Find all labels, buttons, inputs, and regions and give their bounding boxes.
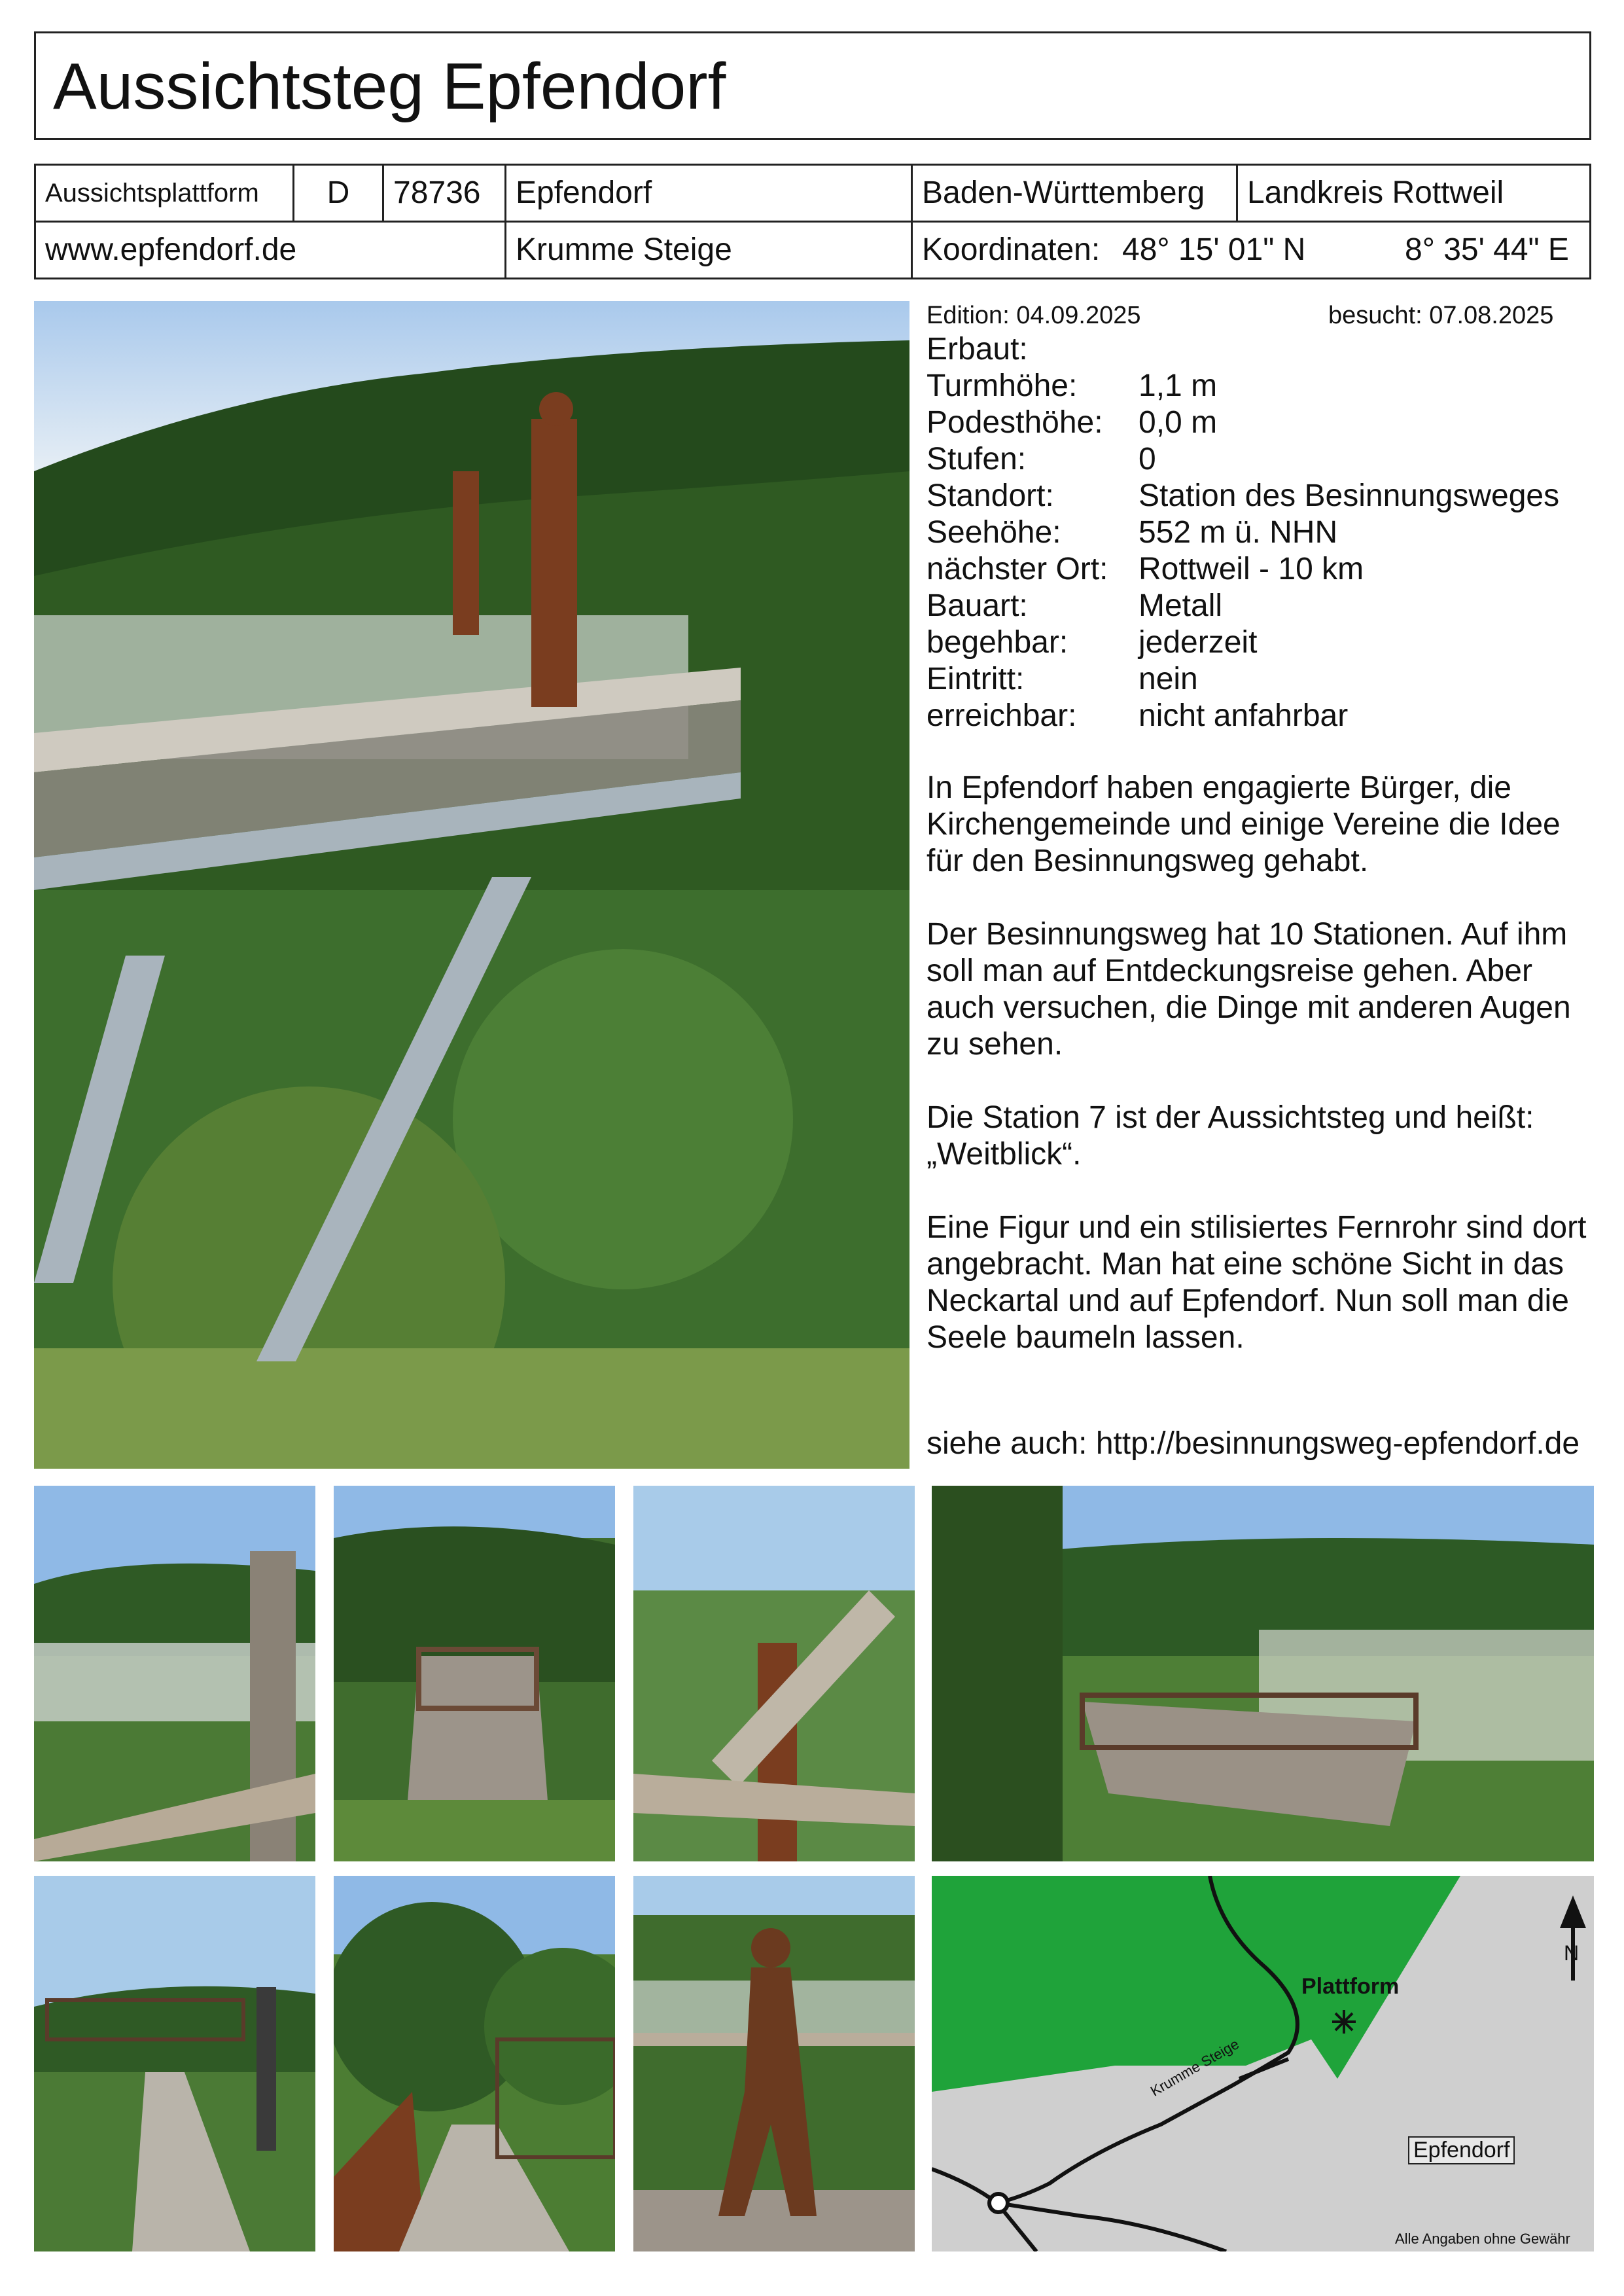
see-also-link[interactable]: siehe auch: http://besinnungsweg-epfendorf.de [927,1426,1580,1461]
map-label-road: Krumme Steige [1148,2036,1242,2100]
type-cell: Aussichtsplattform [34,164,294,223]
state-cell: Baden-Württemberg [911,164,1238,223]
paragraph-stations: Der Besinnungsweg hat 10 Stationen. Auf ihm soll man auf Entdeckungsreise gehen. Aber auch versuchen, die Dinge mit anderen Augen zu sehen. [927,917,1571,1062]
fact-row: Erbaut: [927,332,1028,367]
fact-row: erreichbar: nicht anfahrbar [927,698,1349,733]
longitude: 8° 35' 44" E [1405,232,1569,267]
map-label-plattform: Plattform [1301,1974,1400,1999]
district-cell: Landkreis Rottweil [1236,164,1591,223]
location-map [932,1876,1594,2251]
zip-cell: 78736 [382,164,506,223]
fact-row: Podesthöhe: 0,0 m [927,405,1218,440]
photo-path-railing [334,1876,615,2251]
photo-platform-front [334,1486,615,1861]
map-disclaimer: Alle Angaben ohne Gewähr [1395,2231,1570,2247]
photo-approach-path [34,1876,315,2251]
street-cell: Krumme Steige [504,221,913,279]
coordinates-cell [911,221,1591,279]
fact-row: begehbar: jederzeit [927,625,1258,660]
town-cell: Epfendorf [504,164,913,223]
photo-telescope-closeup [633,1486,915,1861]
edition-date: Edition: 04.09.2025 [927,302,1141,329]
website-cell: www.epfendorf.de [34,221,506,279]
latitude: 48° 15' 01" N [1122,232,1306,267]
fact-row: Turmhöhe: 1,1 m [927,368,1218,403]
fact-row: Bauart: Metall [927,588,1223,623]
fact-row: Eintritt: nein [927,662,1198,696]
fact-row: Standort: Station des Besinnungsweges [927,478,1560,513]
map-label-town: Epfendorf [1408,2136,1515,2164]
country-cell: D [292,164,384,223]
coordinates-label: Koordinaten: [922,232,1101,267]
photo-valley-telescope [34,1486,315,1861]
facts-list [927,331,1594,734]
main-photo [34,301,909,1469]
page-title: Aussichtsteg Epfendorf [53,50,726,123]
fact-row: nächster Ort: Rottweil - 10 km [927,552,1364,586]
fact-row: Seehöhe: 552 m ü. NHN [927,515,1338,550]
paragraph-figure: Eine Figur und ein stilisiertes Fernrohr sind dort angebracht. Man hat eine schöne Sicht in das Neckartal und auf Epfendorf. Nun soll man die Seele baumeln lassen. [927,1210,1587,1355]
photo-figure-silhouette [633,1876,915,2251]
photo-platform-overview [932,1486,1594,1861]
paragraph-intro: In Epfendorf haben engagierte Bürger, die Kirchengemeinde und einige Vereine die Idee für den Besinnungsweg gehabt. [927,770,1561,878]
title-box [34,31,1591,140]
fact-row: Stufen: 0 [927,442,1156,476]
paragraph-station-7: Die Station 7 ist der Aussichtsteg und heißt: „Weitblick“. [927,1100,1534,1172]
visited-date: besucht: 07.08.2025 [1328,302,1554,329]
north-arrow-icon: N [1564,1941,1580,1965]
